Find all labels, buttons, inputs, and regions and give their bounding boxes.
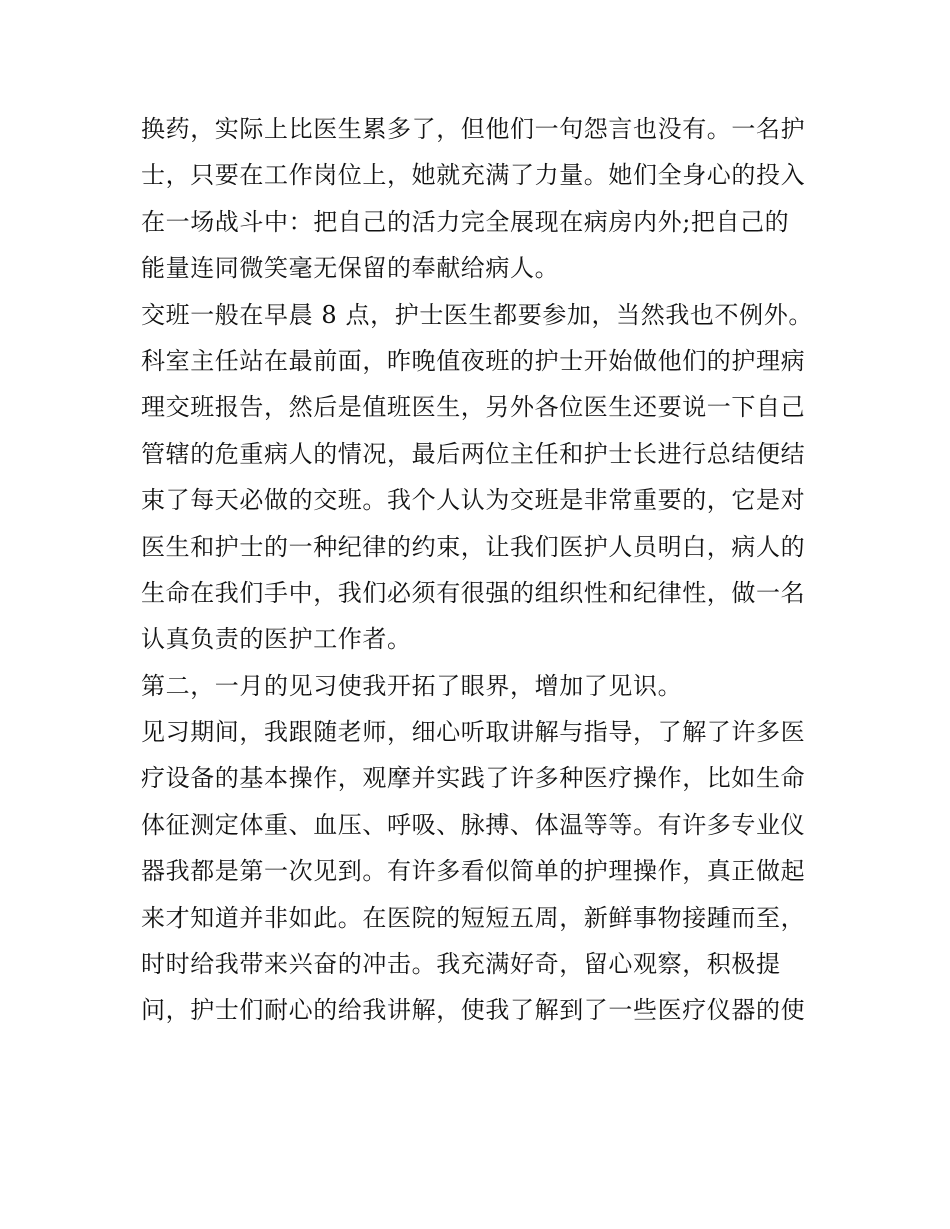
text-line: 来才知道并非如此。在医院的短短五周，新鲜事物接踵而至， bbox=[141, 903, 806, 932]
text-line: 器我都是第一次见到。有许多看似简单的护理操作，真正做起 bbox=[141, 857, 806, 886]
text-line: 理交班报告，然后是值班医生，另外各位医生还要说一下自己 bbox=[141, 393, 806, 422]
body-text bbox=[141, 106, 821, 1034]
text-line: 科室主任站在最前面，昨晚值夜班的护士开始做他们的护理病 bbox=[141, 346, 806, 375]
text-line: 医生和护士的一种纪律的约束，让我们医护人员明白，病人的 bbox=[141, 532, 806, 561]
text-line: 交班一般在早晨 8 点，护士医生都要参加，当然我也不例外。 bbox=[141, 300, 813, 329]
text-line: 体征测定体重、血压、呼吸、脉搏、体温等等。有许多专业仪 bbox=[141, 810, 806, 839]
text-line: 问，护士们耐心的给我讲解，使我了解到了一些医疗仪器的使 bbox=[141, 996, 806, 1025]
text-line: 认真负责的医护工作者。 bbox=[141, 625, 412, 654]
text-line: 士，只要在工作岗位上，她就充满了力量。她们全身心的投入 bbox=[141, 161, 806, 190]
text-line: 能量连同微笑毫无保留的奉献给病人。 bbox=[141, 254, 560, 283]
text-line: 第二，一月的见习使我开拓了眼界，增加了见识。 bbox=[141, 671, 683, 700]
text-line: 换药，实际上比医生累多了，但他们一句怨言也没有。一名护 bbox=[141, 115, 806, 143]
text-line: 见习期间，我跟随老师，细心听取讲解与指导，了解了许多医 bbox=[141, 718, 806, 747]
text-line: 束了每天必做的交班。我个人认为交班是非常重要的，它是对 bbox=[141, 486, 806, 515]
text-line: 时时给我带来兴奋的冲击。我充满好奇，留心观察，积极提 bbox=[141, 950, 781, 979]
text-line: 在一场战斗中：把自己的活力完全展现在病房内外;把自己的 bbox=[141, 207, 790, 236]
text-line: 生命在我们手中，我们必须有很强的组织性和纪律性，做一名 bbox=[141, 578, 806, 607]
text-line: 管辖的危重病人的情况，最后两位主任和护士长进行总结便结 bbox=[141, 439, 806, 468]
text-line: 疗设备的基本操作，观摩并实践了许多种医疗操作，比如生命 bbox=[141, 764, 806, 793]
